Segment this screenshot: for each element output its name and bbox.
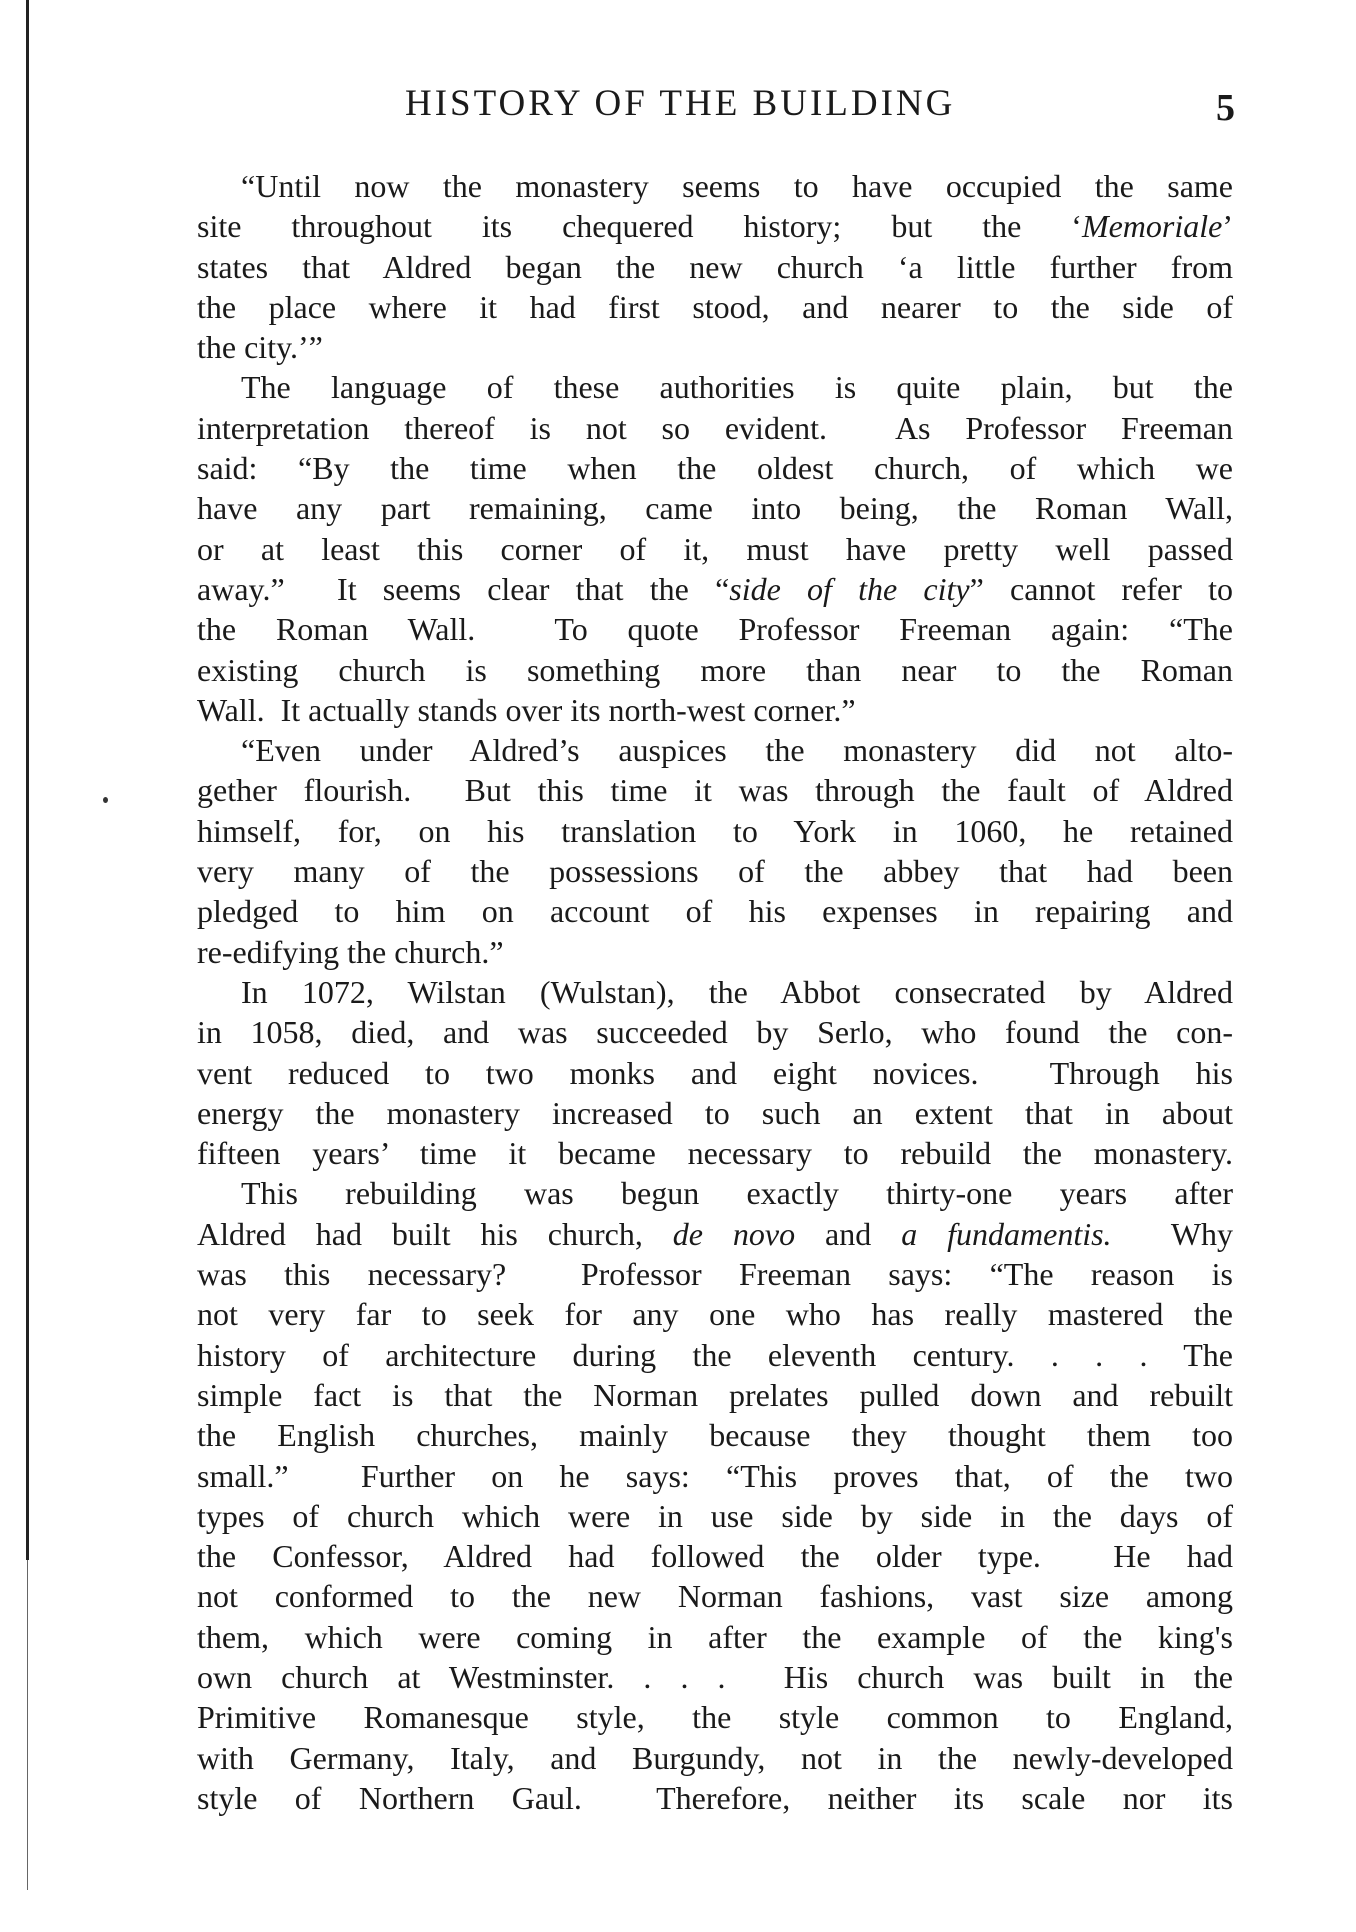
page-number: 5 — [1216, 87, 1235, 129]
text-segment: Wall. It actually stands over its north-west corner.” — [197, 691, 856, 728]
text-line — [197, 730, 1233, 770]
italic-text: Memoriale — [1081, 208, 1223, 245]
text-line — [197, 327, 1233, 367]
text-segment: simple fact is that the Norman prelates pulled down and rebuilt — [197, 1376, 1233, 1413]
binding-edge-line-faint — [27, 1560, 28, 1890]
text-segment: the place where it had first stood, and nearer to the side of — [197, 288, 1233, 325]
text-line — [197, 1536, 1233, 1576]
text-line — [197, 1576, 1233, 1616]
text-line — [197, 690, 1233, 730]
text-segment: the Roman Wall. To quote Professor Freeman again: “The — [197, 611, 1233, 648]
text-segment: and — [795, 1215, 902, 1252]
text-segment: interpretation thereof is not so evident. As Professor Freeman — [197, 409, 1233, 446]
text-segment: energy the monastery increased to such an extent that in about — [197, 1094, 1233, 1131]
text-segment: with Germany, Italy, and Burgundy, not in the newly-developed — [197, 1739, 1233, 1776]
text-line — [197, 1053, 1233, 1093]
text-segment: not very far to seek for any one who has really mastered the — [197, 1296, 1233, 1333]
text-segment: vent reduced to two monks and eight novices. Through his — [197, 1054, 1233, 1091]
text-segment: said: “By the time when the oldest church, of which we — [197, 450, 1233, 487]
text-line — [197, 609, 1233, 649]
text-segment: gether flourish. But this time it was through the fault of Aldred — [197, 772, 1233, 809]
text-segment: away.” It seems clear that the “ — [197, 570, 730, 607]
text-line — [197, 1496, 1233, 1536]
body-text — [197, 166, 1233, 1818]
binding-edge-line — [26, 0, 29, 1560]
italic-text: a fundamentis. — [901, 1215, 1112, 1252]
text-line — [197, 1294, 1233, 1334]
text-segment: them, which were coming in after the example of the king's — [197, 1618, 1233, 1655]
text-line — [197, 1012, 1233, 1052]
text-segment: “Even under Aldred’s auspices the monastery did not alto- — [241, 732, 1233, 769]
text-segment: himself, for, on his translation to York in 1060, he retained — [197, 812, 1233, 849]
text-line — [197, 569, 1233, 609]
text-line — [197, 1173, 1233, 1213]
text-line — [197, 1254, 1233, 1294]
text-line — [197, 287, 1233, 327]
text-segment: This rebuilding was begun exactly thirty-one years after — [241, 1175, 1233, 1212]
text-line — [197, 1093, 1233, 1133]
running-title: HISTORY OF THE BUILDING — [405, 83, 956, 124]
text-line — [197, 367, 1233, 407]
text-line — [197, 1214, 1233, 1254]
text-segment: have any part remaining, came into being, the Roman Wall, — [197, 490, 1233, 527]
text-line — [197, 1133, 1233, 1173]
text-segment: Primitive Romanesque style, the style common to England, — [197, 1699, 1233, 1736]
text-line — [197, 811, 1233, 851]
text-segment: the Confessor, Aldred had followed the older type. He had — [197, 1538, 1233, 1575]
text-segment: The language of these authorities is quite plain, but the — [241, 369, 1233, 406]
text-segment: in 1058, died, and was succeeded by Serlo, who found the con- — [197, 1014, 1233, 1051]
text-segment: existing church is something more than near to the Roman — [197, 651, 1233, 688]
text-segment: ’ — [1222, 208, 1233, 245]
text-line — [197, 1738, 1233, 1778]
text-line — [197, 891, 1233, 931]
text-segment: ” cannot refer to — [969, 570, 1234, 607]
text-segment: small.” Further on he says: “This proves that, of the two — [197, 1457, 1233, 1494]
text-segment: own church at Westminster. . . . His church was built in the — [197, 1658, 1233, 1695]
text-segment: re-edifying the church.” — [197, 933, 504, 970]
text-line — [197, 166, 1233, 206]
text-line — [197, 529, 1233, 569]
text-line — [197, 488, 1233, 528]
text-segment: was this necessary? Professor Freeman says: “The reason is — [197, 1256, 1233, 1293]
text-line — [197, 1375, 1233, 1415]
text-segment: types of church which were in use side by side in the days of — [197, 1497, 1233, 1534]
text-line — [197, 448, 1233, 488]
text-line — [197, 247, 1233, 287]
text-segment: very many of the possessions of the abbey that had been — [197, 853, 1233, 890]
text-line — [197, 650, 1233, 690]
text-segment: Aldred had built his church, — [197, 1215, 673, 1252]
text-segment: In 1072, Wilstan (Wulstan), the Abbot consecrated by Aldred — [241, 973, 1233, 1010]
text-line — [197, 1335, 1233, 1375]
text-line — [197, 851, 1233, 891]
text-segment: or at least this corner of it, must have pretty well passed — [197, 530, 1233, 567]
text-line — [197, 972, 1233, 1012]
text-line — [197, 932, 1233, 972]
text-segment: the English churches, mainly because they thought them too — [197, 1417, 1233, 1454]
text-line — [197, 770, 1233, 810]
text-segment: site throughout its chequered history; but the ‘ — [197, 208, 1082, 245]
text-segment: the city.’” — [197, 329, 323, 366]
scan-speck — [103, 797, 108, 803]
text-segment: pledged to him on account of his expenses in repairing and — [197, 893, 1233, 930]
text-line — [197, 408, 1233, 448]
text-line — [197, 1697, 1233, 1737]
text-line — [197, 1456, 1233, 1496]
text-segment: “Until now the monastery seems to have occupied the same — [241, 168, 1233, 204]
text-line — [197, 1778, 1233, 1818]
text-line — [197, 206, 1233, 246]
text-segment: not conformed to the new Norman fashions, vast size among — [197, 1578, 1233, 1615]
italic-text: side of the city — [729, 570, 970, 607]
text-segment: history of architecture during the eleventh century. . . . The — [197, 1336, 1233, 1373]
italic-text: de novo — [672, 1215, 796, 1252]
text-segment: fifteen years’ time it became necessary to rebuild the monastery. — [197, 1135, 1233, 1172]
text-segment: states that Aldred began the new church ‘a little further from — [197, 248, 1233, 285]
text-segment: style of Northern Gaul. Therefore, neither its scale nor its — [197, 1779, 1233, 1816]
text-line — [197, 1657, 1233, 1697]
text-segment: Why — [1111, 1215, 1234, 1252]
text-line — [197, 1617, 1233, 1657]
text-line — [197, 1415, 1233, 1455]
